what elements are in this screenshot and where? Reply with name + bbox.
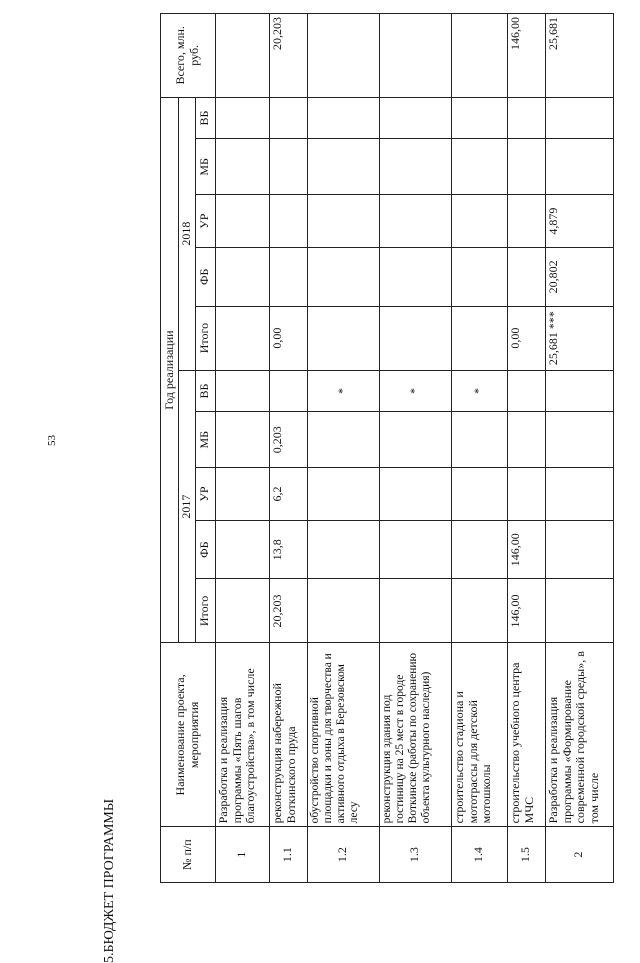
- table-row: [215, 14, 269, 883]
- header-2017-fb: ФБ: [195, 520, 215, 578]
- cell-total: 25,681: [545, 14, 613, 98]
- cell-total: [215, 14, 269, 98]
- cell-2017-itogo: [379, 579, 451, 643]
- cell-2017-vb: [215, 370, 269, 412]
- cell-2017-mb: [307, 412, 379, 468]
- cell-2018-ur: [379, 195, 451, 248]
- cell-total: [307, 14, 379, 98]
- cell-2017-itogo: [307, 579, 379, 643]
- cell-2018-vb: [215, 97, 269, 139]
- cell-2018-ur: [507, 195, 545, 248]
- cell-total: [379, 14, 451, 98]
- header-2018-vb: ВБ: [195, 97, 215, 139]
- cell-total: 20,203: [269, 14, 307, 98]
- cell-2018-ur: [451, 195, 507, 248]
- row-name: реконструкция здания под гостиницу на 25 мест в городе Воткинске (работы по сохранению объекта культурного наследия): [379, 643, 451, 827]
- cell-2018-fb: [451, 248, 507, 306]
- cell-2017-vb: [507, 370, 545, 412]
- cell-2017-vb: *: [451, 370, 507, 412]
- cell-2017-itogo: [545, 579, 613, 643]
- header-total: Всего, млн. руб.: [161, 14, 216, 98]
- cell-2017-fb: [379, 520, 451, 578]
- row-num: 1.3: [379, 827, 451, 883]
- cell-2017-fb: 146,00: [507, 520, 545, 578]
- cell-2017-ur: [379, 468, 451, 521]
- cell-2018-itogo: [307, 306, 379, 370]
- header-year-2018: 2018: [179, 97, 196, 370]
- header-2018-itogo: Итого: [195, 306, 215, 370]
- cell-2017-mb: [379, 412, 451, 468]
- table-row: [307, 14, 379, 883]
- header-2017-vb: ВБ: [195, 370, 215, 412]
- cell-2017-mb: [215, 412, 269, 468]
- cell-2017-vb: *: [379, 370, 451, 412]
- row-name: обустройство спортивной площадки и зоны для творчества и активного отдыха в Березовском лесу: [307, 643, 379, 827]
- cell-2018-vb: [269, 97, 307, 139]
- cell-2018-vb: [545, 97, 613, 139]
- row-num: 1.1: [269, 827, 307, 883]
- header-year-group: Год реализации: [161, 97, 179, 643]
- table-row: [507, 14, 545, 883]
- cell-2017-ur: 6,2: [269, 468, 307, 521]
- cell-2017-vb: *: [307, 370, 379, 412]
- cell-2017-vb: [269, 370, 307, 412]
- row-num: 1: [215, 827, 269, 883]
- cell-2017-mb: [451, 412, 507, 468]
- cell-2017-fb: [307, 520, 379, 578]
- cell-2018-mb: [379, 139, 451, 195]
- cell-2017-ur: [215, 468, 269, 521]
- cell-total: [451, 14, 507, 98]
- cell-2017-itogo: [451, 579, 507, 643]
- cell-2018-itogo: [379, 306, 451, 370]
- cell-2017-fb: [545, 520, 613, 578]
- header-2018-ur: УР: [195, 195, 215, 248]
- cell-2018-ur: [269, 195, 307, 248]
- cell-2018-itogo: [451, 306, 507, 370]
- cell-2018-ur: [307, 195, 379, 248]
- table-row: [269, 14, 307, 883]
- cell-2018-itogo: 0,00: [507, 306, 545, 370]
- cell-2017-mb: [507, 412, 545, 468]
- cell-2018-vb: [451, 97, 507, 139]
- table-row: [545, 14, 613, 883]
- rotated-page-content: [102, 13, 602, 963]
- cell-2018-mb: [451, 139, 507, 195]
- cell-2018-fb: [269, 248, 307, 306]
- row-num: 2: [545, 827, 613, 883]
- cell-2017-fb: 13,8: [269, 520, 307, 578]
- cell-2018-itogo: 25,681 ***: [545, 306, 613, 370]
- cell-2018-mb: [215, 139, 269, 195]
- cell-2017-mb: 0,203: [269, 412, 307, 468]
- cell-2017-mb: [545, 412, 613, 468]
- header-2018-fb: ФБ: [195, 248, 215, 306]
- cell-2017-ur: [507, 468, 545, 521]
- cell-2018-fb: 20,802: [545, 248, 613, 306]
- header-2017-ur: УР: [195, 468, 215, 521]
- cell-2018-ur: [215, 195, 269, 248]
- row-name: строительство учебного центра МЧС: [507, 643, 545, 827]
- row-num: 1.2: [307, 827, 379, 883]
- table-row: [451, 14, 507, 883]
- cell-2018-vb: [507, 97, 545, 139]
- cell-2017-itogo: 20,203: [269, 579, 307, 643]
- cell-2017-ur: [451, 468, 507, 521]
- cell-2017-fb: [215, 520, 269, 578]
- cell-2017-ur: [307, 468, 379, 521]
- cell-2018-mb: [269, 139, 307, 195]
- table-row: [379, 14, 451, 883]
- cell-2018-itogo: [215, 306, 269, 370]
- row-name: Разработка и реализация программы «Формирование современной городской среды», в том числе: [545, 643, 613, 827]
- header-name: Наименование проекта, мероприятия: [161, 643, 216, 827]
- header-year-2017: 2017: [179, 370, 196, 643]
- cell-2018-vb: [379, 97, 451, 139]
- cell-2018-fb: [215, 248, 269, 306]
- header-num: № п/п: [161, 827, 216, 883]
- cell-2017-ur: [545, 468, 613, 521]
- row-name: Разработка и реализация программы «Пять шагов благоустройства», в том числе: [215, 643, 269, 827]
- row-name: реконструкция набережной Воткинского пруда: [269, 643, 307, 827]
- cell-2018-mb: [545, 139, 613, 195]
- cell-total: 146,00: [507, 14, 545, 98]
- cell-2018-mb: [507, 139, 545, 195]
- cell-2017-itogo: [215, 579, 269, 643]
- section-title: 5.БЮДЖЕТ ПРОГРАММЫ: [102, 798, 117, 963]
- cell-2017-fb: [451, 520, 507, 578]
- page-number: 53: [46, 435, 58, 446]
- cell-2018-vb: [307, 97, 379, 139]
- cell-2018-mb: [307, 139, 379, 195]
- cell-2018-fb: [379, 248, 451, 306]
- header-2017-itogo: Итого: [195, 579, 215, 643]
- header-2018-mb: МБ: [195, 139, 215, 195]
- cell-2018-itogo: 0,00: [269, 306, 307, 370]
- cell-2018-ur: 4,879: [545, 195, 613, 248]
- row-num: 1.5: [507, 827, 545, 883]
- cell-2018-fb: [307, 248, 379, 306]
- cell-2017-vb: [545, 370, 613, 412]
- cell-2018-fb: [507, 248, 545, 306]
- cell-2017-itogo: 146,00: [507, 579, 545, 643]
- budget-table: [160, 13, 614, 883]
- header-2017-mb: МБ: [195, 412, 215, 468]
- row-name: строительство стадиона и мототрассы для детской мотошколы: [451, 643, 507, 827]
- row-num: 1.4: [451, 827, 507, 883]
